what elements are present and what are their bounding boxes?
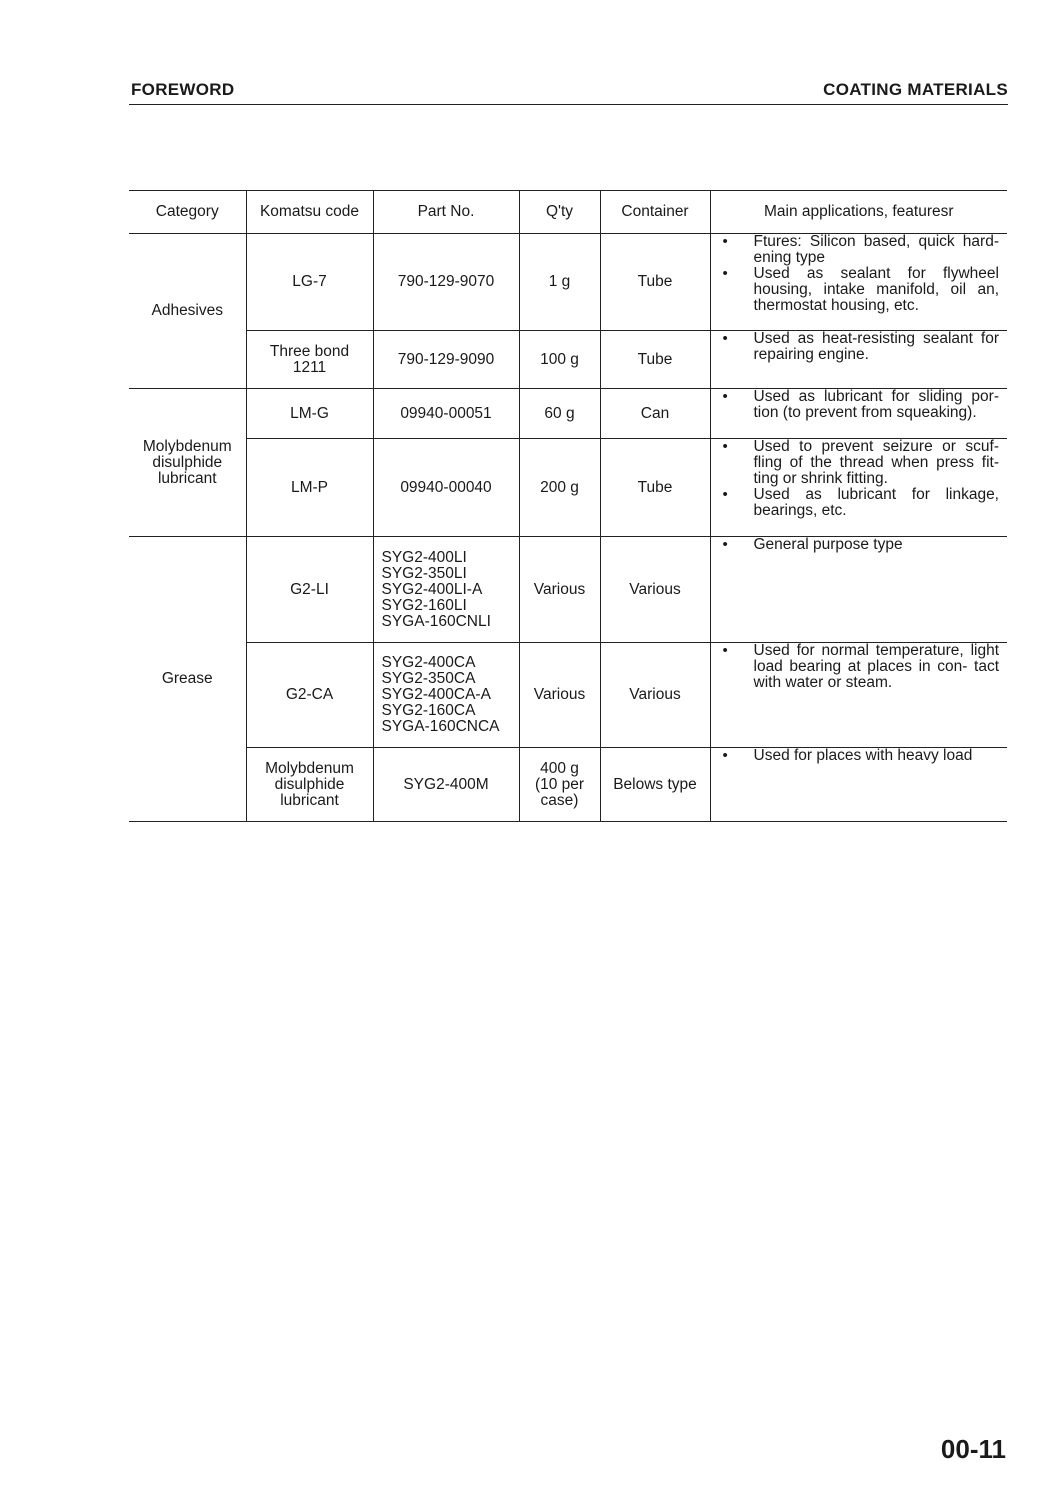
category-cell: Grease — [129, 537, 246, 822]
table-row — [129, 537, 1007, 643]
komatsu-code-cell: G2-LI — [246, 537, 373, 643]
part-no-cell: SYG2-400LI SYG2-350LI SYG2-400LI-A SYG2-160LI SYGA-160CNLI — [373, 537, 519, 643]
komatsu-code-cell: G2-CA — [246, 643, 373, 748]
header-komatsu-code: Komatsu code — [246, 191, 373, 234]
table-header-row — [129, 191, 1007, 234]
section-title: FOREWORD — [131, 80, 235, 99]
page-number: 00-11 — [940, 1434, 1006, 1464]
qty-cell: 100 g — [519, 331, 600, 389]
qty-cell: 200 g — [519, 439, 600, 537]
part-no-cell: 790-129-9090 — [373, 331, 519, 389]
header-container: Container — [600, 191, 710, 234]
container-cell: Tube — [600, 234, 710, 331]
part-no-cell: SYG2-400CA SYG2-350CA SYG2-400CA-A SYG2-160CA SYGA-160CNCA — [373, 643, 519, 748]
feature-bullet: • Used as lubricant for sliding por- tion (to prevent from squeaking). — [719, 389, 1000, 421]
komatsu-code-cell: Molybdenum disulphide lubricant — [246, 748, 373, 822]
qty-cell: Various — [519, 643, 600, 748]
page-topic: COATING MATERIALS — [823, 80, 1008, 99]
qty-cell: 60 g — [519, 389, 600, 439]
feature-bullet: • Used for normal temperature, light load bearing at places in con- tact with water or steam. — [719, 643, 1000, 691]
part-no-cell: 09940-00051 — [373, 389, 519, 439]
features-cell — [710, 537, 1007, 643]
header-applications: Main applications, featuresr — [710, 191, 1007, 234]
feature-bullet: • General purpose type — [719, 537, 1000, 553]
komatsu-code-cell: LM-P — [246, 439, 373, 537]
part-no-cell: 790-129-9070 — [373, 234, 519, 331]
category-label: Adhesives — [151, 302, 223, 319]
table-row — [129, 331, 1007, 389]
komatsu-code-cell: LG-7 — [246, 234, 373, 331]
features-cell — [710, 439, 1007, 537]
header-qty: Q'ty — [519, 191, 600, 234]
container-cell: Tube — [600, 439, 710, 537]
table-row — [129, 643, 1007, 748]
feature-bullet: • Used for places with heavy load — [719, 748, 1000, 764]
container-cell: Can — [600, 389, 710, 439]
table-row — [129, 234, 1007, 331]
qty-cell: 400 g (10 per case) — [519, 748, 600, 822]
coating-materials-table — [129, 190, 1007, 822]
header-part-no: Part No. — [373, 191, 519, 234]
header-rule — [129, 104, 1008, 105]
header-category: Category — [129, 191, 246, 234]
table-row — [129, 439, 1007, 537]
qty-cell: Various — [519, 537, 600, 643]
table-row — [129, 748, 1007, 822]
features-cell — [710, 643, 1007, 748]
features-cell — [710, 331, 1007, 389]
container-cell: Various — [600, 537, 710, 643]
feature-bullet: • Ftures: Silicon based, quick hard- ening type — [719, 234, 1000, 266]
feature-bullet: • Used as heat-resisting sealant for repairing engine. — [719, 331, 1000, 363]
part-no-cell: SYG2-400M — [373, 748, 519, 822]
feature-bullet: • Used as lubricant for linkage, bearings, etc. — [719, 487, 1000, 519]
feature-bullet: • Used to prevent seizure or scuf- fling of the thread when press fit- ting or shrink fitting. — [719, 439, 1000, 487]
part-no-cell: 09940-00040 — [373, 439, 519, 537]
komatsu-code-cell: LM-G — [246, 389, 373, 439]
category-cell — [129, 234, 246, 389]
feature-bullet: • Used as sealant for flywheel housing, intake manifold, oil an, thermostat housing, etc. — [719, 266, 1000, 314]
komatsu-code-cell: Three bond 1211 — [246, 331, 373, 389]
container-cell: Tube — [600, 331, 710, 389]
qty-cell: 1 g — [519, 234, 600, 331]
container-cell: Belows type — [600, 748, 710, 822]
category-cell: Molybdenum disulphide lubricant — [129, 389, 246, 537]
features-cell — [710, 748, 1007, 822]
features-cell — [710, 234, 1007, 331]
features-cell — [710, 389, 1007, 439]
table-row — [129, 389, 1007, 439]
container-cell: Various — [600, 643, 710, 748]
